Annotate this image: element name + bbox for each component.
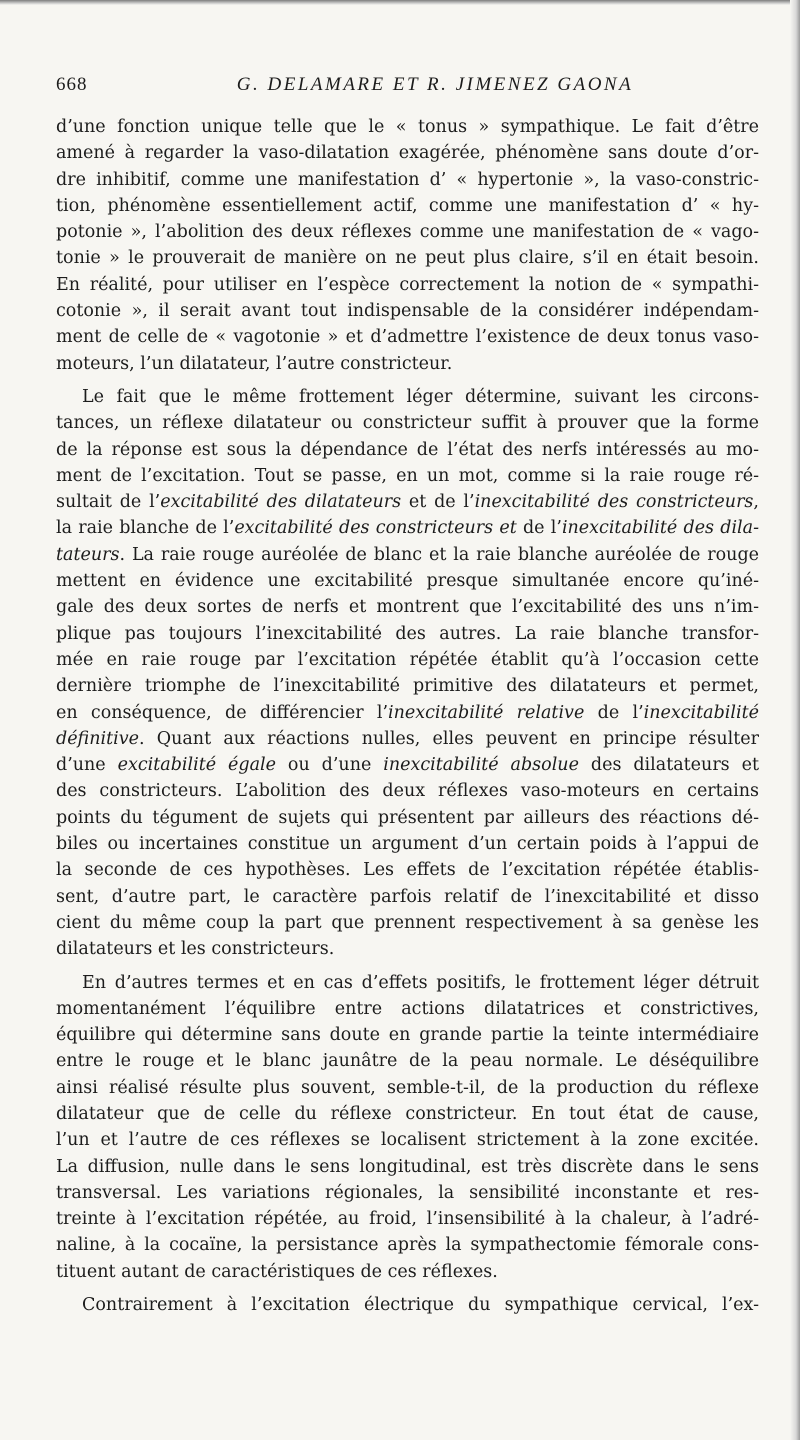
text-segment: . La raie rouge auréolée de blanc et la raie blanche auréolée de rouge [119, 544, 759, 565]
text-line [56, 515, 759, 541]
text-line: tion, phénomène essentiellement actif, comme une manifestation d’ « hy- [56, 195, 759, 216]
text-segment: . Quant aux réactions nulles, elles peuvent en principe résulter [138, 728, 759, 749]
italic-term: excitabilité des constricteurs et [234, 518, 517, 539]
text-line: points du tégument de sujets qui présentent par ailleurs des réactions dé- [56, 807, 759, 828]
text-line: ment de celle de « vagotonie » et d’admettre l’existence de deux tonus vaso- [56, 327, 759, 348]
running-head: G. DELAMARE ET R. JIMENEZ GAONA [236, 74, 634, 95]
text-line: entre le rouge et le blanc jaunâtre de la peau normale. Le déséquilibre [56, 1051, 759, 1072]
text-line: la seconde de ces hypothèses. Les effets de l’excitation répétée établis- [56, 860, 759, 881]
italic-term: tateurs [56, 544, 120, 565]
text-line: naline, à la cocaïne, la persistance après la sympathectomie fémorale cons- [56, 1235, 759, 1256]
page-number: 668 [56, 74, 88, 95]
text-line: des constricteurs. L’abolition des deux réflexes vaso-moteurs en certains [56, 781, 759, 802]
italic-term: excitabilité des dilatateurs [160, 492, 402, 513]
italic-term: inexcitabilité relative [388, 702, 585, 723]
text-segment: ou d’une [275, 755, 384, 776]
text-line: plique pas toujours l’inexcitabilité des autres. La raie blanche transfor- [56, 623, 759, 644]
text-line: potonie », l’abolition des deux réflexes comme une manifestation de « vago- [56, 222, 759, 243]
text-line: cient du même coup la part que prennent respectivement à sa genèse les [56, 912, 759, 933]
italic-term: inexcitabilité des constricteurs [474, 492, 754, 513]
text-line: dre inhibitif, comme une manifestation d’ « hypertonie », la vaso-constric- [56, 169, 759, 190]
paragraph [56, 384, 759, 963]
text-line: cotonie », il serait avant tout indispensable de la considérer indépendam- [56, 301, 759, 322]
body-text [56, 114, 759, 1318]
text-line: Le fait que le même frottement léger détermine, suivant les circons- [82, 386, 759, 407]
text-line: ainsi réalisé résulte plus souvent, semble-t-il, de la production du réflexe [56, 1077, 759, 1098]
italic-term: inexcitabilité des dila- [561, 518, 759, 539]
text-line: En d’autres termes et en cas d’effets positifs, le frottement léger détruit [82, 972, 759, 993]
paragraph [56, 114, 759, 377]
text-line [56, 489, 759, 515]
text-segment: de l’ [584, 702, 644, 723]
page-top-edge [0, 0, 800, 5]
text-segment: , [753, 492, 759, 513]
text-segment: sultait de l’ [56, 492, 161, 513]
text-line [56, 752, 759, 778]
text-line: amené à regarder la vaso-dilatation exagérée, phénomène sans doute d’or- [56, 143, 759, 164]
text-line: biles ou incertaines constitue un argument d’un certain poids à l’appui de [56, 834, 759, 855]
italic-term: définitive [56, 728, 139, 749]
text-segment: de l’ [516, 518, 562, 539]
italic-term: excitabilité égale [117, 755, 276, 776]
text-line [56, 700, 759, 726]
italic-term: inexcitabilité absolue [383, 755, 579, 776]
italic-term: inexcitabilité [643, 702, 759, 723]
text-line: Contrairement à l’excitation électrique du sympathique cervical, l’ex- [82, 1295, 759, 1316]
text-line: ment de l’excitation. Tout se passe, en un mot, comme si la raie rouge ré- [56, 465, 759, 486]
text-line: mettent en évidence une excitabilité presque simultanée encore qu’iné- [56, 571, 759, 592]
text-line [56, 726, 759, 752]
text-line: dilatateurs et les constricteurs. [56, 939, 335, 960]
text-line: treinte à l’excitation répétée, au froid, l’insensibilité à la chaleur, à l’adré- [56, 1209, 759, 1230]
text-line: En réalité, pour utiliser en l’espèce correctement la notion de « sympathi- [56, 274, 759, 295]
text-line: mée en raie rouge par l’excitation répétée établit qu’à l’occasion cette [56, 649, 759, 670]
text-line: tances, un réflexe dilatateur ou constricteur suffit à prouver que la forme [56, 413, 759, 434]
paragraph [56, 970, 759, 1286]
text-line: La diffusion, nulle dans le sens longitudinal, est très discrète dans le sens [56, 1156, 759, 1177]
text-line: dilatateur que de celle du réflexe constricteur. En tout état de cause, [56, 1103, 759, 1124]
text-line: équilibre qui détermine sans doute en grande partie la teinte intermédiaire [56, 1025, 759, 1046]
text-line: dernière triomphe de l’inexcitabilité primitive des dilatateurs et permet, [56, 676, 759, 697]
page-right-edge [790, 0, 800, 1440]
text-line: d’une fonction unique telle que le « tonus » sympathique. Le fait d’être [56, 117, 759, 137]
text-line: momentanément l’équilibre entre actions dilatatrices et constrictives, [56, 998, 759, 1019]
text-line: tonie » le prouverait de manière on ne peut plus claire, s’il en était besoin. [56, 248, 759, 269]
text-segment: des dilatateurs et [578, 755, 759, 776]
text-segment: en conséquence, de différencier l’ [56, 702, 389, 723]
paragraph [56, 1292, 759, 1318]
text-segment: la raie blanche de l’ [56, 518, 235, 539]
text-line: transversal. Les variations régionales, la sensibilité inconstante et res- [56, 1182, 759, 1203]
page-header [56, 74, 744, 100]
text-line: sent, d’autre part, le caractère parfois relatif de l’inexcitabilité et disso [56, 886, 759, 907]
text-line: l’un et l’autre de ces réflexes se localisent strictement à la zone excitée. [56, 1130, 759, 1151]
text-segment: d’une [56, 755, 118, 776]
text-line: de la réponse est sous la dépendance de l’état des nerfs intéressés au mo- [56, 439, 759, 460]
text-line: moteurs, l’un dilatateur, l’autre constricteur. [56, 353, 453, 374]
text-line: tituent autant de caractéristiques de ces réflexes. [56, 1261, 498, 1282]
text-line: gale des deux sortes de nerfs et montrent que l’excitabilité des uns n’im- [56, 597, 759, 618]
text-segment: et de l’ [401, 492, 475, 513]
text-line [56, 542, 759, 568]
